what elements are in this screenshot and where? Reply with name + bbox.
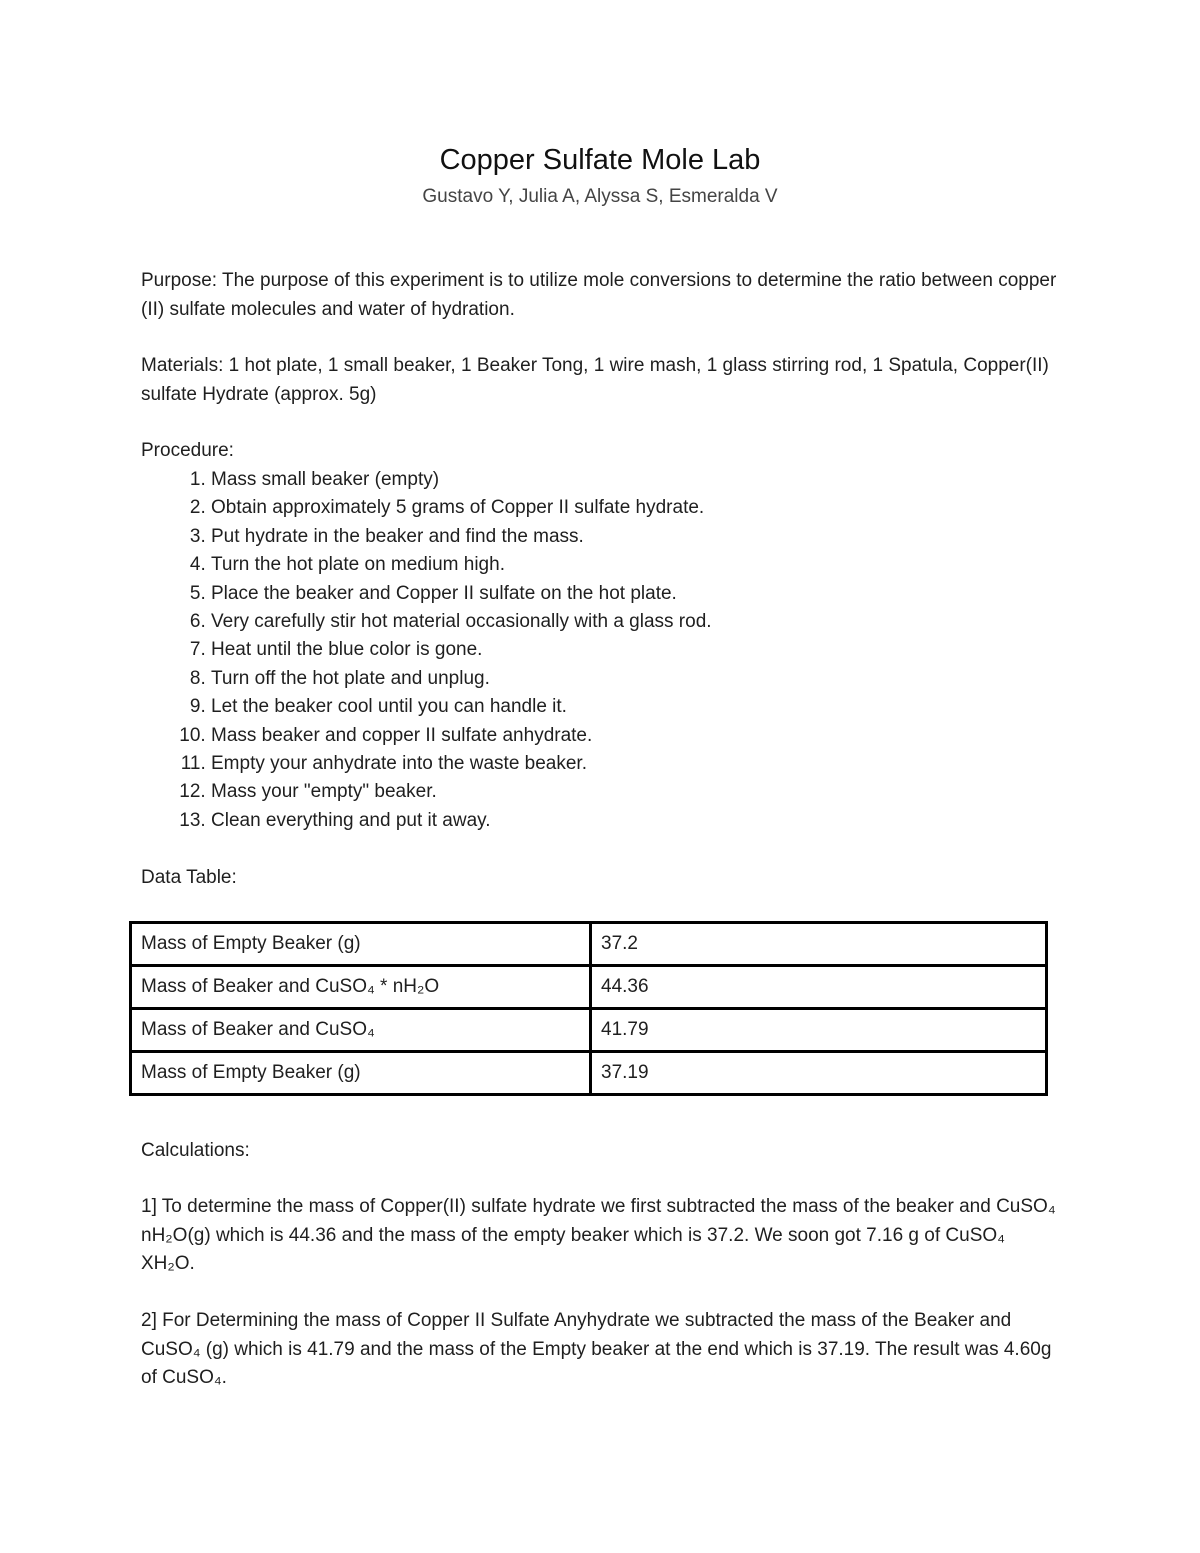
procedure-steps-list: [141, 466, 1061, 835]
calculation-paragraph-2: 2] For Determining the mass of Copper II Sulfate Anyhydrate we subtracted the mass of the Beaker and CuSO₄ (g) which is 41.79 and the mass of the Empty beaker at the end which is 37.19. The result was 4.60g of CuSO₄.: [141, 1310, 1052, 1389]
procedure-step: 5. Place the beaker and Copper II sulfate on the hot plate.: [211, 580, 1061, 608]
procedure-step: 8. Turn off the hot plate and unplug.: [211, 665, 1061, 693]
materials-paragraph: Materials: 1 hot plate, 1 small beaker, 1 Beaker Tong, 1 wire mash, 1 glass stirring rod, 1 Spatula, Copper(II) sulfate Hydrate (approx. 5g): [141, 355, 1049, 405]
procedure-step: 1. Mass small beaker (empty): [211, 466, 1061, 494]
table-cell-value: 41.79: [591, 1009, 1047, 1052]
procedure-step: 12. Mass your "empty" beaker.: [211, 778, 1061, 806]
data-table-heading: Data Table:: [141, 867, 237, 888]
procedure-step: 10. Mass beaker and copper II sulfate anhydrate.: [211, 722, 1061, 750]
procedure-step: 7. Heat until the blue color is gone.: [211, 636, 1061, 664]
table-cell-label: Mass of Beaker and CuSO₄: [131, 1009, 591, 1052]
document-authors: Gustavo Y, Julia A, Alyssa S, Esmeralda V: [422, 186, 778, 207]
table-cell-value: 37.19: [591, 1052, 1047, 1095]
calculations-heading: Calculations:: [141, 1140, 250, 1161]
procedure-step: 6. Very carefully stir hot material occasionally with a glass rod.: [211, 608, 1061, 636]
table-cell-label: Mass of Empty Beaker (g): [131, 1052, 591, 1095]
table-row: [131, 1009, 1047, 1052]
table-row: [131, 966, 1047, 1009]
table-row: [131, 923, 1047, 966]
table-cell-value: 44.36: [591, 966, 1047, 1009]
purpose-paragraph: Purpose: The purpose of this experiment is to utilize mole conversions to determine the ratio between copper (II) sulfate molecules and water of hydration.: [141, 270, 1057, 320]
table-cell-label: Mass of Empty Beaker (g): [131, 923, 591, 966]
table-cell-label: Mass of Beaker and CuSO₄ * nH₂O: [131, 966, 591, 1009]
table-row: [131, 1052, 1047, 1095]
table-cell-value: 37.2: [591, 923, 1047, 966]
procedure-step: 2. Obtain approximately 5 grams of Copper II sulfate hydrate.: [211, 494, 1061, 522]
procedure-step: 11. Empty your anhydrate into the waste beaker.: [211, 750, 1061, 778]
calculation-paragraph-1: 1] To determine the mass of Copper(II) sulfate hydrate we first subtracted the mass of the beaker and CuSO₄ nH₂O(g) which is 44.36 and the mass of the empty beaker which is 37.2. We soon got 7.16 g of CuSO₄ XH₂O.: [141, 1196, 1056, 1275]
procedure-step: 13. Clean everything and put it away.: [211, 807, 1061, 835]
procedure-step: 4. Turn the hot plate on medium high.: [211, 551, 1061, 579]
document-title: Copper Sulfate Mole Lab: [439, 144, 761, 176]
procedure-heading: Procedure:: [141, 440, 234, 461]
procedure-step: 3. Put hydrate in the beaker and find the mass.: [211, 523, 1061, 551]
data-table: [129, 921, 1048, 1096]
procedure-step: 9. Let the beaker cool until you can handle it.: [211, 693, 1061, 721]
